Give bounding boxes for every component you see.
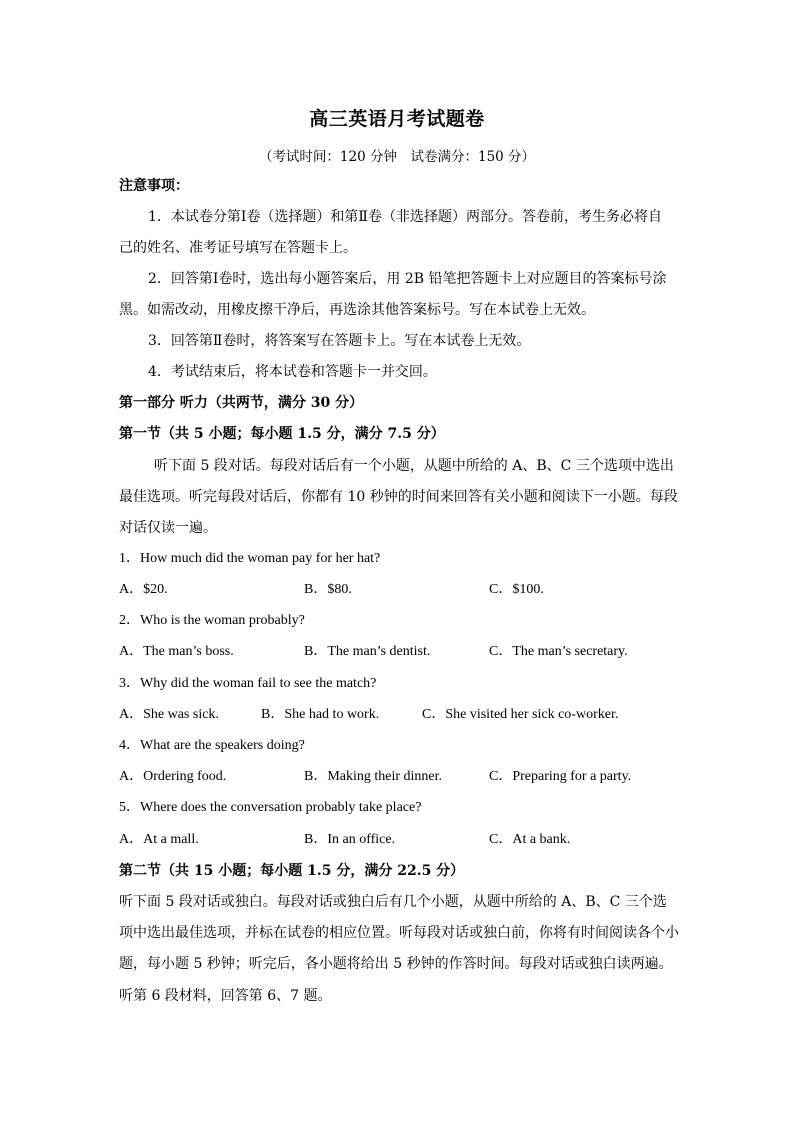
option-b: B．$80.: [304, 582, 352, 597]
notice-line: 己的姓名、准考证号填写在答题卡上。: [119, 240, 357, 256]
section2-heading: 第二节（共 15 小题；每小题 1.5 分，满分 22.5 分）: [119, 863, 465, 879]
option-b: B．The man’s dentist.: [304, 644, 431, 659]
question-1: 1．How much did the woman pay for her hat?: [119, 551, 381, 566]
option-a: A．At a mall.: [119, 832, 199, 847]
option-a: A．The man’s boss.: [119, 644, 234, 659]
section1-heading: 第一节（共 5 小题；每小题 1.5 分，满分 7.5 分）: [119, 426, 445, 442]
notice-line: 黑。如需改动，用橡皮擦干净后，再选涂其他答案标号。写在本试卷上无效。: [119, 302, 595, 318]
notice-heading: 注意事项：: [119, 178, 189, 194]
option-b: B．She had to work.: [261, 707, 380, 722]
question-4: 4．What are the speakers doing?: [119, 738, 305, 753]
question-2: 2．Who is the woman probably?: [119, 613, 305, 628]
question-3: 3．Why did the woman fail to see the match?: [119, 676, 377, 691]
question-5: 5．Where does the conversation probably take place?: [119, 800, 422, 815]
section1-instructions: 最佳选项。听完每段对话后，你都有 10 秒钟的时间来回答有关小题和阅读下一小题。每段: [119, 489, 678, 505]
option-a: A．She was sick.: [119, 707, 219, 722]
option-c: C．The man’s secretary.: [489, 644, 628, 659]
option-c: C．Preparing for a party.: [489, 769, 632, 784]
notice-line: 2．回答第Ⅰ卷时，选出每小题答案后，用 2B 铅笔把答题卡上对应题目的答案标号涂: [148, 271, 667, 287]
option-b: B．Making their dinner.: [304, 769, 443, 784]
option-a: A．$20.: [119, 582, 168, 597]
section2-instructions: 听下面 5 段对话或独白。每段对话或独白后有几个小题，从题中所给的 A、B、C 三个选: [119, 894, 667, 910]
option-b: B．In an office.: [304, 832, 396, 847]
section2-instructions: 项中选出最佳选项，并标在试卷的相应位置。听每段对话或独白前，你将有时间阅读各个小: [119, 925, 679, 941]
exam-info: （考试时间：120 分钟 试卷满分：150 分）: [258, 149, 536, 165]
page-title: 高三英语月考试题卷: [309, 108, 485, 130]
option-c: C．$100.: [489, 582, 544, 597]
section1-instructions: 对话仅读一遍。: [119, 520, 217, 536]
section2-instructions: 题，每小题 5 秒钟；听完后，各小题将给出 5 秒钟的作答时间。每段对话或独白读两遍。: [119, 956, 673, 972]
part1-heading: 第一部分 听力（共两节，满分 30 分）: [119, 395, 364, 411]
section2-instructions: 听第 6 段材料，回答第 6、7 题。: [119, 988, 332, 1004]
option-a: A．Ordering food.: [119, 769, 227, 784]
notice-line: 4．考试结束后，将本试卷和答题卡一并交回。: [148, 364, 437, 380]
option-c: C．At a bank.: [489, 832, 571, 847]
notice-line: 1．本试卷分第Ⅰ卷（选择题）和第Ⅱ卷（非选择题）两部分。答卷前，考生务必将自: [148, 209, 662, 225]
section1-instructions: 听下面 5 段对话。每段对话后有一个小题，从题中所给的 A、B、C 三个选项中选出: [154, 458, 674, 474]
notice-line: 3．回答第Ⅱ卷时，将答案写在答题卡上。写在本试卷上无效。: [148, 333, 531, 349]
option-c: C．She visited her sick co-worker.: [422, 707, 619, 722]
